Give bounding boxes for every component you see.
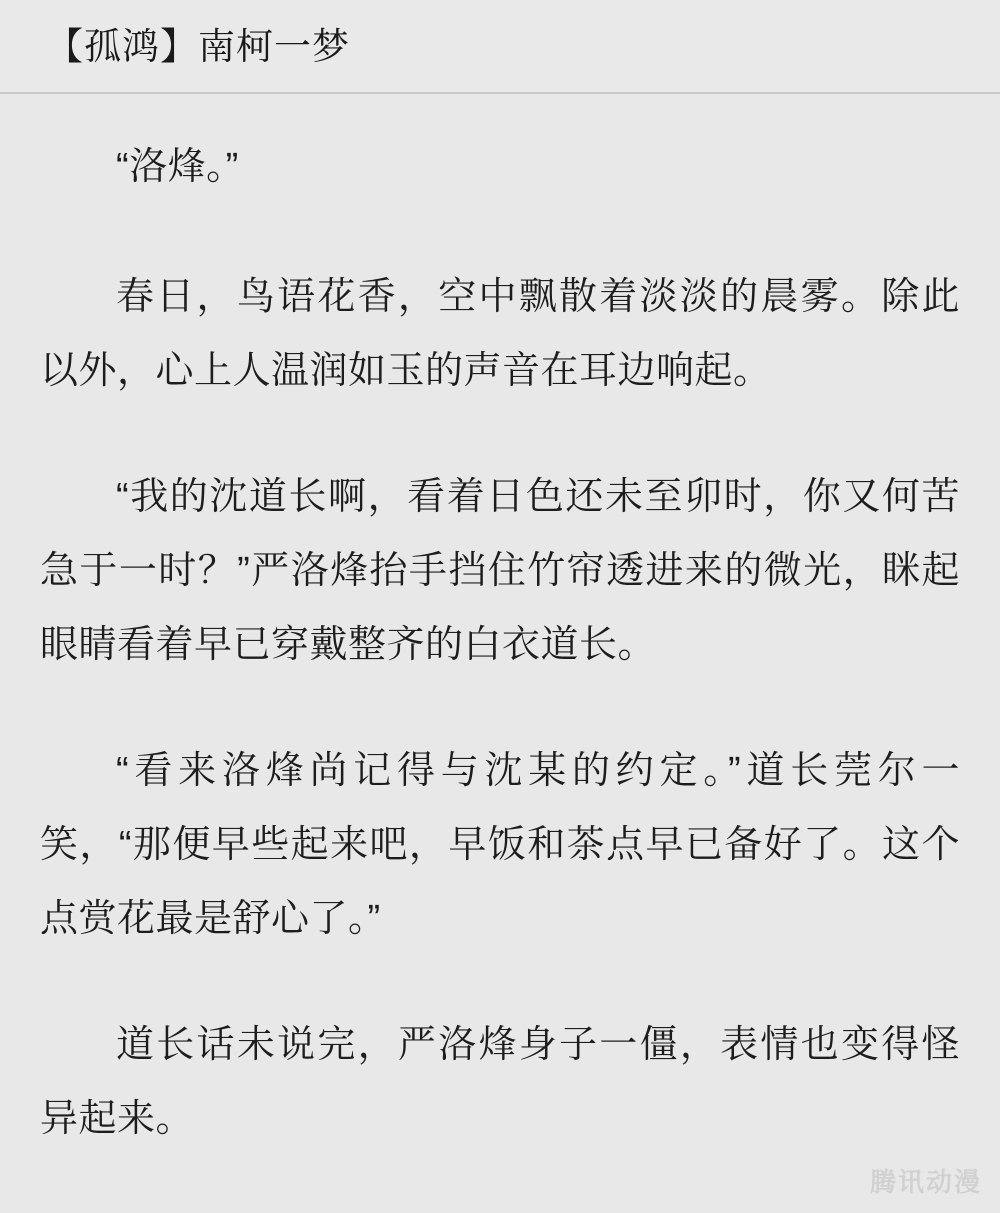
story-body: [0, 94, 1000, 1156]
paragraph: 道长话未说完，严洛烽身子一僵，表情也变得怪异起来。: [40, 1024, 960, 1140]
paragraph: “洛烽。”: [116, 146, 239, 188]
paragraph: 春日，鸟语花香，空中飘散着淡淡的晨雾。除此以外，心上人温润如玉的声音在耳边响起。: [40, 276, 960, 392]
paragraph: “看来洛烽尚记得与沈某的约定。”道长莞尔一笑，“那便早些起来吧，早饭和茶点早已备好了。这个点赏花最是舒心了。”: [40, 750, 960, 940]
paragraph: “我的沈道长啊，看着日色还未至卯时，你又何苦急于一时？”严洛烽抬手挡住竹帘透进来的微光，眯起眼睛看着早已穿戴整齐的白衣道长。: [40, 476, 960, 666]
chapter-title-bar: [0, 0, 1000, 94]
page-title: 【孤鸿】南柯一梦: [46, 26, 350, 67]
watermark: 腾讯动漫: [869, 1167, 982, 1197]
